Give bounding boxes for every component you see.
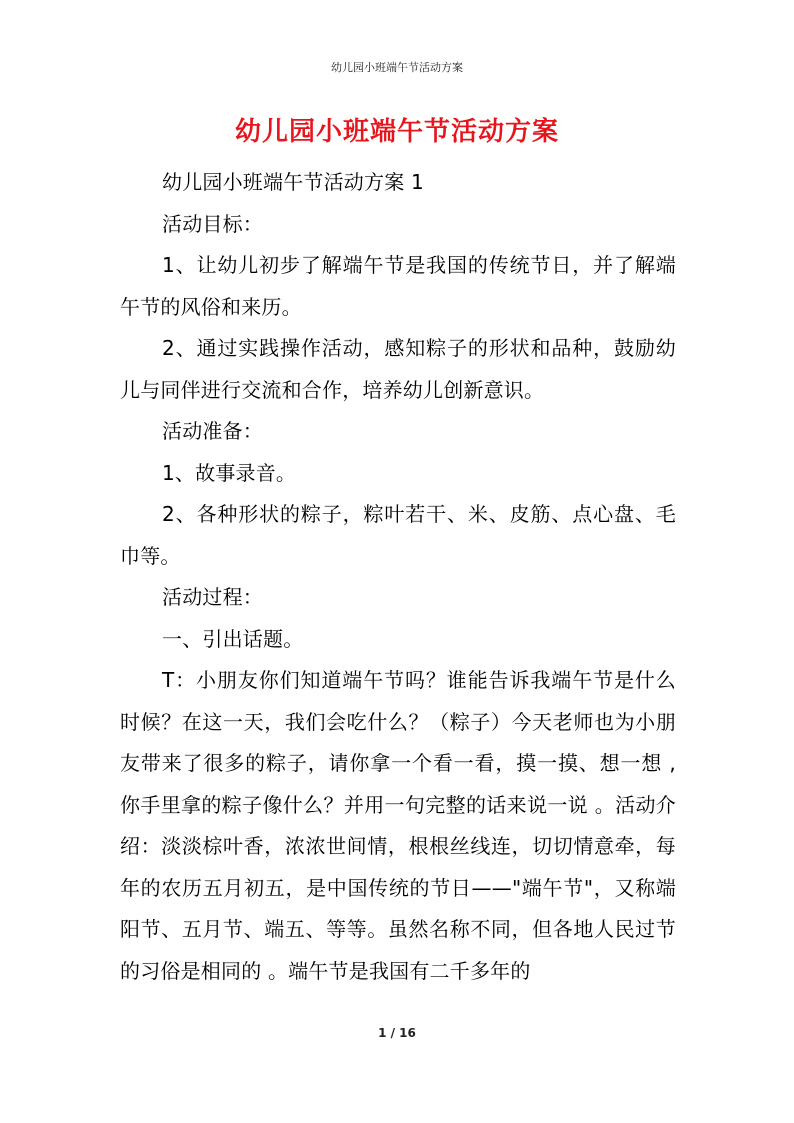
running-header: 幼儿园小班端午节活动方案 xyxy=(331,61,463,74)
goal-item: 1、让幼儿初步了解端午节是我国的传统节日，并了解端午节的风俗和来历。 xyxy=(120,253,676,319)
goals-heading: 活动目标： xyxy=(162,211,263,236)
preparation-heading: 活动准备： xyxy=(162,419,263,443)
section-heading: 幼儿园小班端午节活动方案 1 xyxy=(162,170,424,194)
process-heading: 活动过程： xyxy=(162,585,263,609)
page-number: 1 / 16 xyxy=(378,1026,416,1040)
process-body-paragraph: T：小朋友你们知道端午节吗？谁能告诉我端午节是什么时候？在这一天，我们会吃什么？（粽子）今天老师也为小朋友带来了很多的粽子，请你拿一个看一看，摸一摸、想一想 ,你手里拿的粽子像什么？并用一句完整的话来说一说 。活动介绍：淡淡棕叶香，浓浓世间情，根根丝线连，切切情意牵，每年的农历五月初五，是中国传统的节日——"端午节"，又称端阳节、五月节、端五、等等。虽然名称不同，但各地人民过节的习俗是相同的 。端午节是我国有二千多年的 xyxy=(120,668,676,983)
preparation-item: 2、各种形状的粽子，粽叶若干、米、皮筋、点心盘、毛巾等。 xyxy=(120,502,676,568)
goal-item: 2、通过实践操作活动，感知粽子的形状和品种，鼓励幼儿与同伴进行交流和合作，培养幼儿创新意识。 xyxy=(120,336,676,402)
process-step-heading: 一、引出话题。 xyxy=(162,626,304,651)
preparation-item: 1、故事录音。 xyxy=(162,460,297,485)
document-title: 幼儿园小班端午节活动方案 xyxy=(234,117,559,147)
document-body xyxy=(120,162,676,992)
